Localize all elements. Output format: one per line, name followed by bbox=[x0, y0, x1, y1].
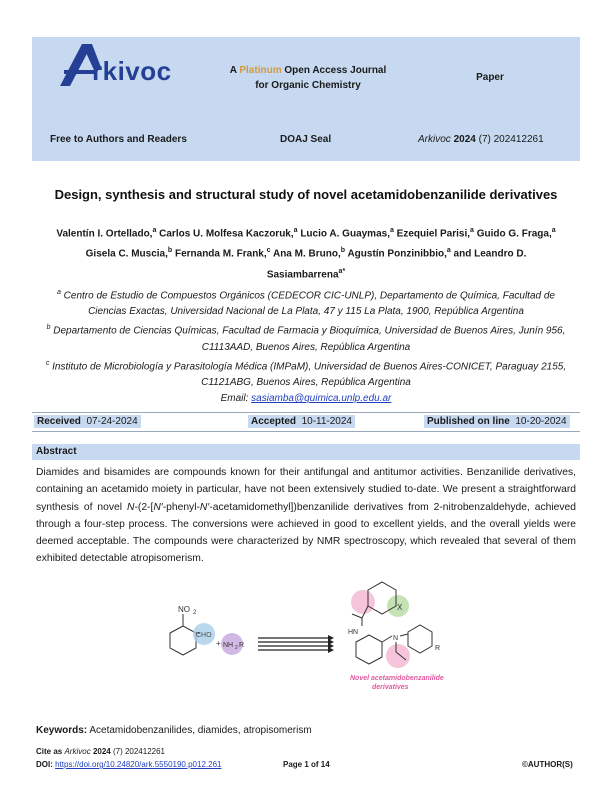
author-affil: a bbox=[551, 227, 556, 234]
author-name: Ezequiel Parisi, bbox=[393, 228, 471, 240]
plus-sign: + bbox=[216, 639, 221, 648]
page-number: Page 1 of 14 bbox=[283, 760, 330, 769]
header-citation bbox=[418, 134, 544, 145]
author-line-1 bbox=[50, 222, 562, 242]
author-list bbox=[50, 222, 562, 283]
author-affil: b bbox=[340, 247, 346, 255]
hn-label: HN bbox=[348, 629, 359, 636]
footer-doi bbox=[36, 760, 221, 769]
cite-year: 2024 bbox=[92, 747, 111, 756]
abstract-part: -acetamidomethyl])benzanilide derivatives from 2-nitrobenzaldehyde, achieved through a four-step process. The conversions were achieved in good to excellent yields, and the overall yields were deemed acceptable. The compounds were characterized by NMR spectroscopy, which revealed that several of them exhibited detectable atropisomerism. bbox=[36, 501, 577, 565]
author-affil: a* bbox=[338, 267, 346, 275]
copyright: ©AUTHOR(S) bbox=[522, 760, 573, 769]
abstract-italic: N′ bbox=[153, 501, 163, 513]
abstract-text bbox=[36, 464, 576, 568]
received-label: Received bbox=[37, 416, 81, 427]
corresponding-email bbox=[40, 391, 572, 407]
graphical-abstract bbox=[150, 578, 490, 708]
cite-label: Cite as bbox=[36, 747, 65, 756]
published-value: 10-20-2024 bbox=[515, 416, 567, 427]
author-name: and Leandro D. bbox=[450, 248, 527, 260]
author-affil: c bbox=[266, 247, 271, 255]
doaj-seal-label: DOAJ Seal bbox=[280, 134, 332, 145]
keywords bbox=[36, 725, 312, 736]
product-structure bbox=[348, 582, 444, 691]
author-line-3 bbox=[50, 263, 562, 283]
abstract-part: Diamides and bisamides are compounds known for their antifungal and antitumor activities. Benzanilide derivatives, containing an acetamido moiety in particular, have not been extensively studied to-date. We present a straightforward synthesis of novel bbox=[36, 467, 576, 513]
accepted-value: 10-11-2024 bbox=[301, 416, 352, 427]
author-affil: a bbox=[293, 227, 298, 234]
keywords-label: Keywords: bbox=[36, 725, 88, 736]
tagline-line2: for Organic Chemistry bbox=[255, 80, 361, 91]
tagline-post: Open Access Journal bbox=[281, 65, 387, 76]
product-caption-2: derivatives bbox=[372, 684, 409, 691]
author-name: Agustín Ponzinibbio, bbox=[345, 248, 447, 260]
tagline-platinum: Platinum bbox=[239, 65, 282, 76]
accepted-label: Accepted bbox=[251, 416, 297, 427]
author-affil: a bbox=[389, 227, 394, 234]
doi-label: DOI: bbox=[36, 760, 56, 769]
author-line-2 bbox=[50, 242, 562, 262]
logo-text: rkivoc bbox=[92, 56, 172, 86]
affiliation-c bbox=[40, 356, 572, 391]
affil-marker: b bbox=[46, 324, 51, 332]
footer-citation bbox=[36, 747, 165, 756]
author-name: Gisela C. Muscia, bbox=[85, 248, 168, 260]
affiliations bbox=[40, 285, 572, 407]
n-label: N bbox=[393, 635, 399, 642]
product-caption: Novel acetamidobenzanilide bbox=[350, 675, 444, 682]
abstract-part: -phenyl- bbox=[162, 501, 200, 513]
citation-year: 2024 bbox=[453, 134, 476, 145]
received-value: 07-24-2024 bbox=[86, 416, 138, 427]
author-name: Sasiambarrena bbox=[266, 268, 339, 280]
abstract-italic: N bbox=[127, 501, 135, 513]
no2-sub: 2 bbox=[193, 610, 197, 616]
author-affil: b bbox=[167, 247, 173, 255]
affiliation-b bbox=[40, 320, 572, 355]
author-name: Fernanda M. Frank, bbox=[172, 248, 267, 260]
acetamide-highlight bbox=[386, 644, 410, 668]
no2-label: NO bbox=[178, 605, 190, 614]
free-access-label: Free to Authors and Readers bbox=[50, 134, 187, 145]
amine-r: R bbox=[239, 642, 245, 649]
cho-label: CHO bbox=[196, 632, 212, 639]
x-label: X bbox=[397, 603, 403, 612]
tagline-pre: A bbox=[229, 65, 240, 76]
cite-journal: Arkivoc bbox=[64, 747, 91, 756]
affil-marker: a bbox=[56, 289, 61, 296]
author-affil: a bbox=[152, 227, 157, 234]
affil-text: Centro de Estudio de Compuestos Orgánicos (CEDECOR CIC-UNLP), Departamento de Química, Facultad de Ciencias Exactas, Universidad Nacional de La Plata, 47 y 115 La Plata, 1900, República Argentina bbox=[60, 290, 555, 318]
abstract-part: -(2-[ bbox=[134, 501, 154, 513]
amine-label: NH bbox=[223, 642, 234, 649]
reaction-scheme bbox=[150, 578, 490, 708]
published-date bbox=[424, 415, 570, 428]
doi-link[interactable]: https://doi.org/10.24820/ark.5550190.p012.261 bbox=[55, 760, 222, 769]
affil-text: Departamento de Ciencias Químicas, Facultad de Farmacia y Bioquímica, Universidad de Buenos Aires, Junín 956, C1113AAD, Buenos Aires, República Argentina bbox=[50, 325, 566, 353]
article-title: Design, synthesis and structural study of novel acetamidobenzanilide derivatives bbox=[54, 187, 558, 202]
received-date bbox=[34, 415, 141, 428]
author-affil: a bbox=[446, 247, 451, 255]
accepted-date bbox=[248, 415, 355, 428]
amine-structure bbox=[221, 633, 244, 655]
affil-marker: c bbox=[45, 359, 50, 367]
citation-journal: Arkivoc bbox=[418, 134, 451, 145]
carbonyl-highlight bbox=[351, 590, 375, 614]
r-label: R bbox=[435, 645, 441, 652]
four-step-arrows bbox=[258, 635, 334, 653]
citation-rest: (7) 202412261 bbox=[478, 134, 544, 145]
affil-text: Instituto de Microbiología y Parasitología Médica (IMPaM), Universidad de Buenos Aires-CONICET, Paraguay 2155, C1121ABG, Buenos Aires, República Argentina bbox=[49, 360, 567, 388]
dates-bar bbox=[32, 412, 580, 432]
published-label: Published on line bbox=[427, 416, 510, 427]
affiliation-a bbox=[40, 285, 572, 320]
cite-rest: (7) 202412261 bbox=[110, 747, 165, 756]
author-affil: a bbox=[470, 227, 474, 234]
paper-type-label: Paper bbox=[476, 72, 504, 83]
author-name: Lucio A. Guaymas, bbox=[297, 228, 390, 240]
arkivoc-logo bbox=[58, 40, 198, 90]
abstract-italic: N′ bbox=[199, 501, 210, 513]
author-name: Carlos U. Molfesa Kaczoruk, bbox=[156, 228, 294, 240]
author-name: Ana M. Bruno, bbox=[270, 248, 341, 260]
email-label: Email: bbox=[220, 392, 252, 404]
abstract-heading: Abstract bbox=[32, 444, 580, 460]
author-name: Valentín I. Ortellado, bbox=[56, 228, 153, 240]
keywords-text: Acetamidobenzanilides, diamides, atropisomerism bbox=[87, 725, 312, 736]
journal-tagline bbox=[208, 63, 408, 93]
email-link[interactable]: sasiamba@quimica.unlp.edu.ar bbox=[251, 392, 392, 404]
author-name: Guido G. Fraga, bbox=[473, 228, 552, 240]
nitrobenzaldehyde-structure bbox=[170, 605, 215, 655]
amine-sub: 2 bbox=[235, 645, 238, 651]
